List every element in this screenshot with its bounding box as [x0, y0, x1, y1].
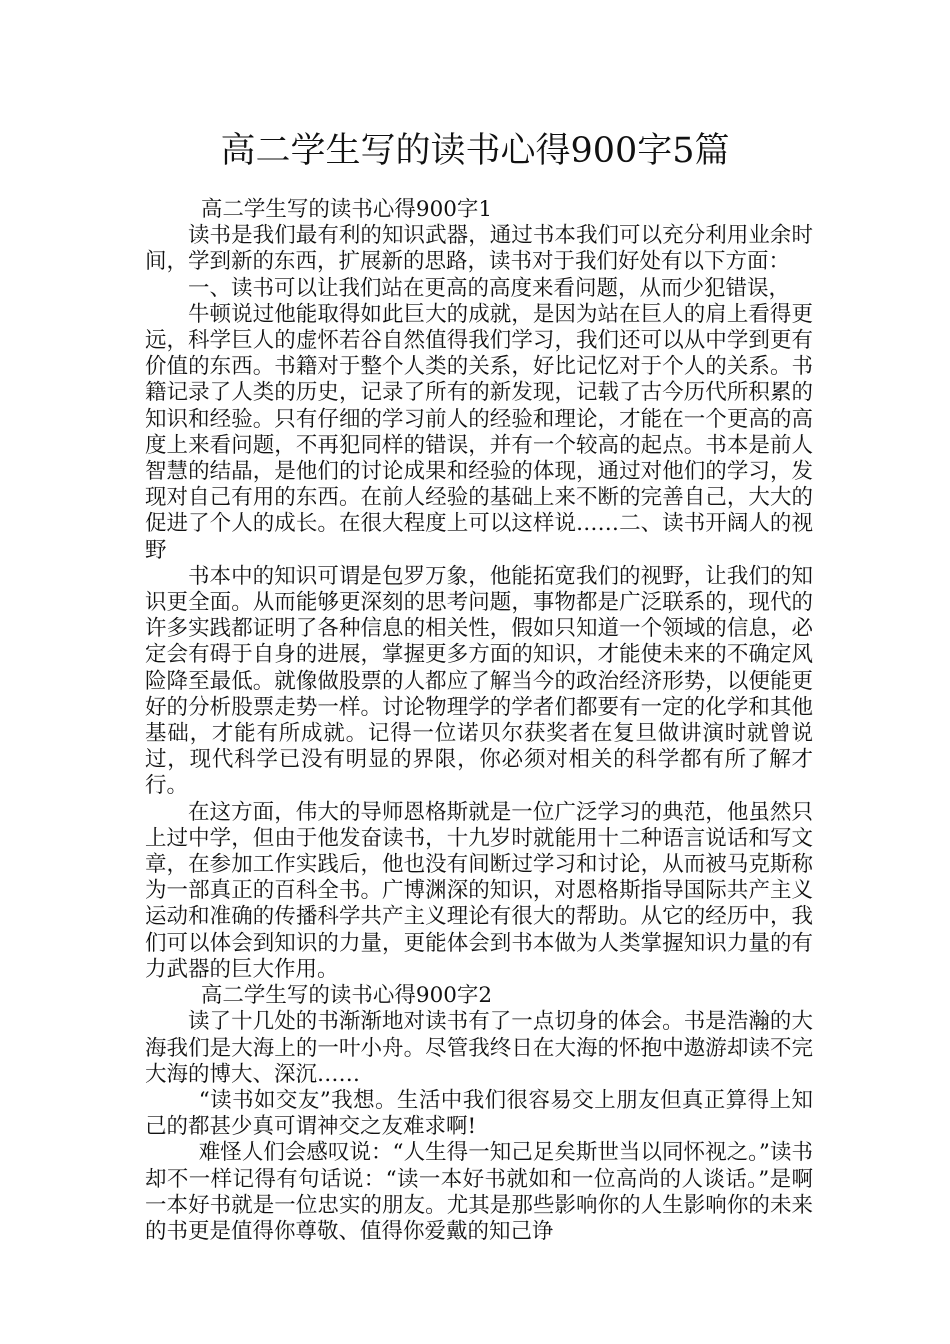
paragraph: “读书如交友”我想。生活中我们很容易交上朋友但真正算得上知己的都甚少真可谓神交之友难求啊! — [145, 1087, 813, 1140]
paragraph: 牛顿说过他能取得如此巨大的成就，是因为站在巨人的肩上看得更远，科学巨人的虚怀若谷自然值得我们学习，我们还可以从中学到更有价值的东西。书籍对于整个人类的关系，好比记忆对于个人的关系。书籍记录了人类的历史，记录了所有的新发现，记载了古今历代所积累的知识和经验。只有仔细的学习前人的经验和理论，才能在一个更高的高度上来看问题，不再犯同样的错误，并有一个较高的起点。书本是前人智慧的结晶，是他们的讨论成果和经验的体现，通过对他们的学习，发现对自己有用的东西。在前人经验的基础上来不断的完善自己，大大的促进了个人的成长。在很大程度上可以这样说……二、读书开阔人的视野 — [145, 301, 813, 563]
paragraph: 读书是我们最有利的知识武器，通过书本我们可以充分利用业余时间，学到新的东西，扩展新的思路，读书对于我们好处有以下方面： — [145, 223, 813, 275]
paragraph: 难怪人们会感叹说：“人生得一知己足矣斯世当以同怀视之。”读书却不一样记得有句话说：“读一本好书就如和一位高尚的人谈话。”是啊一本好书就是一位忠实的朋友。尤其是那些影响你的人生影响你的未来的书更是值得你尊敬、值得你爱戴的知己诤 — [145, 1140, 813, 1244]
section-heading-1: 高二学生写的读书心得900字1 — [200, 197, 493, 222]
paragraph: 书本中的知识可谓是包罗万象，他能拓宽我们的视野，让我们的知识更全面。从而能够更深刻的思考问题，事物都是广泛联系的，现代的许多实践都证明了各种信息的相关性，假如只知道一个领域的信息，必定会有碍于自身的进展，掌握更多方面的知识，才能使未来的不确定风险降至最低。就像做股票的人都应了解当今的政治经济形势，以便能更好的分析股票走势一样。讨论物理学的学者们都要有一定的化学和其他基础，才能有所成就。记得一位诺贝尔获奖者在复旦做讲演时就曾说过，现代科学已没有明显的界限，你必须对相关的科学都有所了解才行。 — [145, 563, 813, 799]
document-body — [145, 197, 813, 1245]
section-heading-2: 高二学生写的读书心得900字2 — [200, 983, 493, 1009]
paragraph: 在这方面，伟大的导师恩格斯就是一位广泛学习的典范，他虽然只上过中学，但由于他发奋读书，十九岁时就能用十二种语言说话和写文章，在参加工作实践后，他也没有间断过学习和讨论，从而被马克斯称为一部真正的百科全书。广博渊深的知识，对恩格斯指导国际共产主义运动和准确的传播科学共产主义理论有很大的帮助。从它的经历中，我们可以体会到知识的力量，更能体会到书本做为人类掌握知识力量的有力武器的巨大作用。 — [145, 799, 813, 982]
paragraph: 读了十几处的书渐渐地对读书有了一点切身的体会。书是浩瀚的大海我们是大海上的一叶小舟。尽管我终日在大海的怀抱中遨游却读不完大海的博大、深沉…… — [145, 1009, 813, 1087]
document-title: 高二学生写的读书心得900字5篇 — [220, 131, 730, 171]
paragraph: 一、读书可以让我们站在更高的高度来看问题，从而少犯错误， — [188, 275, 791, 301]
